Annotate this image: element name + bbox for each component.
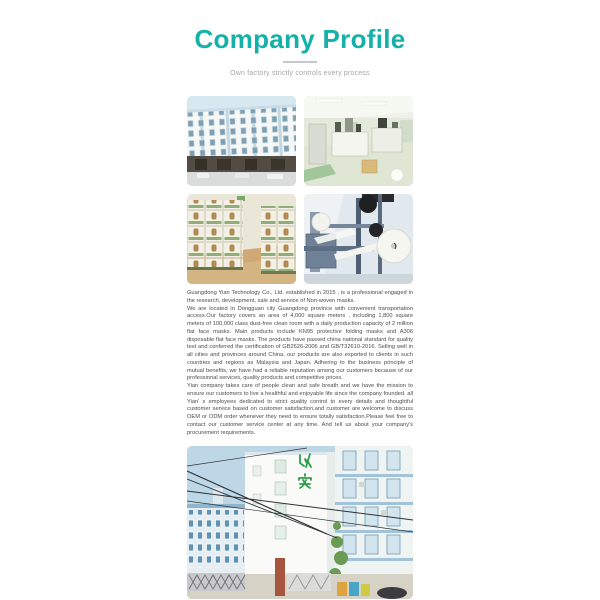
clean-room-illustration [304,96,413,186]
mask-machine-illustration [304,194,413,284]
photo-factory-exterior [187,96,296,186]
factory-street-view-illustration [187,446,413,599]
company-paragraph-3: Yian company takes care of people clean and safe breath and we have the mission to ensure our customers to live a healthful and enjoyable life since the company founded. all Yian' s employees dedicated to strict quality control to every details and thoughtful customer service based on customer satisfaction,and customer are welcome to discuss OEM or ODM order whenever they need to ensure totally satisfaction.Please feel free to contact our customer service center at any time. And tell us about your company's procurement requirements. [187,383,413,436]
company-paragraph-2: We are located in Dongguan city Guangdong province with convenient transportation access.Our factory covers an area of 4,000 square meters , including 1,800 square meters of 100,000 class dust-free clean room with a daily production capacity of 2 million flat face masks. Main products include KN95 protective folding masks and A306 disposable flat face masks. The products have passed china national standard for quality test and conferred the certification of GB2626-2006 and GB/T32610-2016. Selling well in all cities and provinces around China, our products are also exported to clients in such countries and regions as Malaysia and Japan. Adhering to the business principle of mutual benefits, we have had a reliable reputation among our customers because of our professional services, quality products and competitive prices. [187,305,413,382]
title-divider [283,61,317,63]
warehouse-boxes-illustration [187,194,296,284]
photo-factory-street-view [187,446,413,599]
photo-mask-machine [304,194,413,284]
company-description [187,290,413,438]
photo-grid [187,96,413,284]
photo-warehouse-boxes [187,194,296,284]
content-column [187,0,413,599]
factory-exterior-illustration [187,96,296,186]
page-subtitle: Own factory strictly controls every process [230,70,370,77]
photo-clean-room [304,96,413,186]
company-paragraph-1: Guangdong Yian Technology Co., Ltd. established in 2015 , is a professional engaged in the research, development, sale and service of Non-woven masks. [187,290,413,304]
page-title: Company Profile [194,24,406,54]
